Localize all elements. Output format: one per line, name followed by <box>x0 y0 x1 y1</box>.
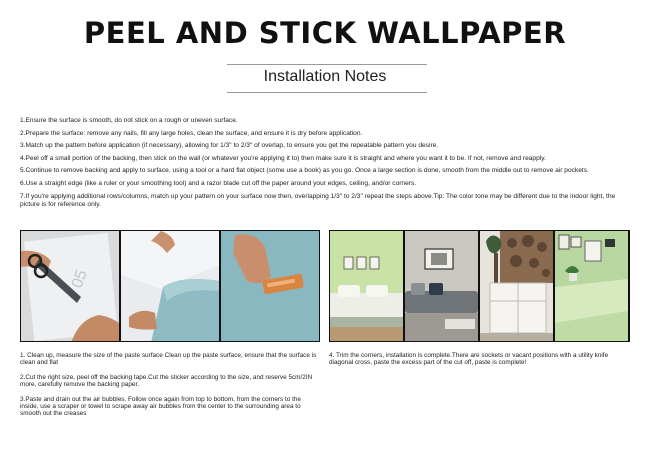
installation-notes <box>20 117 632 214</box>
step-caption-4: 4. Trim the corners, installation is complete.There are sockets or vacant positions with a utility knife diagonal cross, paste the excess part of the cut off, paste is complete! <box>329 352 609 367</box>
page-title: PEEL AND STICK WALLPAPER <box>83 16 567 50</box>
backing-print-text: 05 <box>68 267 91 291</box>
title-divider-top <box>227 64 427 65</box>
green-desk-photo <box>555 231 628 341</box>
note-1: 1.Ensure the surface is smooth, do not stick on a rough or uneven surface. <box>20 117 238 124</box>
step-caption-1: 1. Clean up, measure the size of the paste surface Clean up the paste surface, ensure that the surface is clean and flat <box>20 352 317 367</box>
title-divider-bottom <box>227 92 427 93</box>
finished-room-photos <box>329 230 630 342</box>
note-6: 6.Use a straight edge (like a ruler or your smoothing tool) and a razor blade cut off the paper around your edges, ceiling, and/or corners. <box>20 179 417 187</box>
application-photos <box>20 230 320 342</box>
gray-livingroom-photo <box>405 231 478 341</box>
step-caption-3: 3.Paste and drain out the air bubbles. Follow once again from top to bottom, from the corners to the inside, use a scraper or towel to scrape away air bubbles from the center to the surrounding area to smooth out the creases <box>20 395 301 418</box>
green-bedroom-photo <box>330 231 403 341</box>
wood-panel-hallway-photo <box>480 231 553 341</box>
note-4: 4.Peel off a small portion of the backing, then stick on the wall (or whatever you're applying it to) then make sure it is straight and where you want it to be. If not, remove and reapply. <box>20 154 546 162</box>
step-caption-2: 2.Cut the right size, peel off the backing tape.Cut the sticker according to the size, and reserve 5cm/2IN more, carefully remove the backing paper. <box>20 373 313 389</box>
step-captions-left <box>20 352 320 425</box>
step-captions-right <box>329 352 630 374</box>
note-2: 2.Prepare the surface: remove any nails, fill any large holes, clean the surface, and ensure it is dry before application. <box>20 129 363 137</box>
scrape-bubbles-photo <box>221 231 319 341</box>
page-subtitle: Installation Notes <box>263 68 387 85</box>
peel-backing-photo <box>121 231 219 341</box>
note-5: 5.Continue to remove backing and apply to surface, using a tool or a hard flat object (some use a book) as you go. Once a large section is done, smooth from the middle out to remove air pockets. <box>20 167 589 175</box>
note-3: 3.Match up the pattern before application (if necessary), allowing for 1/3" to 2/3" of overlap, to ensure you get the repeatable pattern you desire. <box>20 142 439 150</box>
cut-sticker-photo <box>21 231 119 341</box>
note-7: 7.If you're applying additional rows/columns, match up your pattern on your surface now then, overlapping 1/3" to 2/3" repeat the steps above.Tip: The color tone may be different due to the indoor light, the picture is for reference only. <box>20 192 616 208</box>
